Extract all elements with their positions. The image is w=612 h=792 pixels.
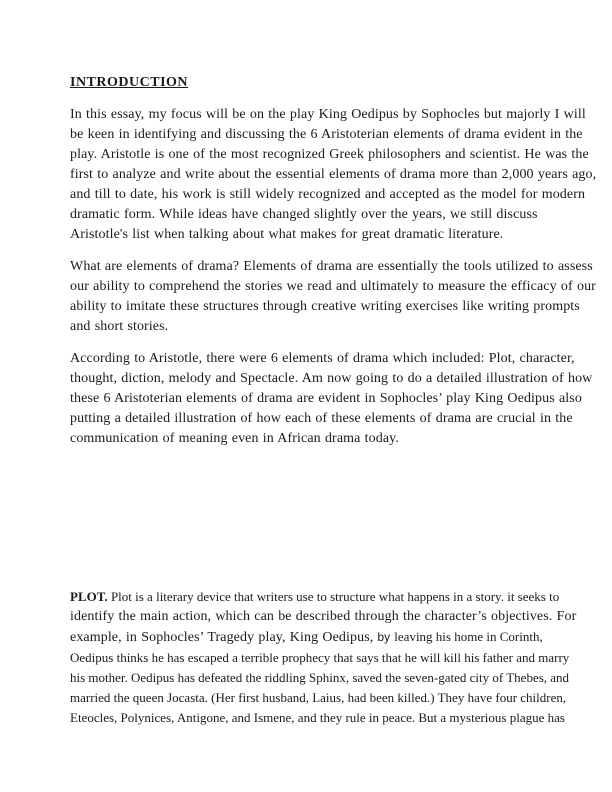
intro-paragraph-1 bbox=[70, 105, 597, 245]
text-line: first to analyze and write about the essential elements of drama more than 2,000 years ago, bbox=[70, 167, 597, 182]
text-line bbox=[70, 627, 542, 648]
text-line: our ability to comprehend the stories we read and ultimately to measure the efficacy of our bbox=[70, 279, 596, 294]
text-line: In this essay, my focus will be on the play King Oedipus by Sophocles but majorly I will bbox=[70, 107, 586, 122]
text-line: Eteocles, Polynices, Antigone, and Ismene, and they rule in peace. But a mysterious plague has bbox=[70, 710, 565, 725]
text-line: these 6 Aristoterian elements of drama are evident in Sophocles’ play King Oedipus also bbox=[70, 391, 582, 406]
text-line: According to Aristotle, there were 6 elements of drama which included: Plot, character, bbox=[70, 351, 575, 366]
text-line bbox=[70, 587, 560, 607]
intro-paragraph-2 bbox=[70, 257, 596, 337]
text-line: identify the main action, which can be described through the character’s objectives. For bbox=[70, 609, 577, 624]
text-line: be keen in identifying and discussing the 6 Aristoterian elements of drama evident in the bbox=[70, 127, 583, 142]
text-segment: example, in Sophocles’ Tragedy play, King Oedipus, bbox=[70, 630, 374, 645]
text-line: thought, diction, melody and Spectacle. Am now going to do a detailed illustration of how bbox=[70, 371, 593, 386]
intro-paragraph-3 bbox=[70, 349, 593, 449]
text-segment: Plot is a literary device that writers use to structure what happens in a story. it seeks to bbox=[107, 589, 560, 604]
text-line: dramatic form. While ideas have changed slightly over the years, we still discuss bbox=[70, 207, 538, 222]
text-line: communication of meaning even in African drama today. bbox=[70, 431, 399, 446]
text-segment: leaving his home in Corinth, bbox=[394, 629, 543, 644]
text-line: What are elements of drama? Elements of drama are essentially the tools utilized to assess bbox=[70, 259, 593, 274]
text-segment-sans: by bbox=[373, 630, 395, 644]
text-line: married the queen Jocasta. (Her first husband, Laius, had been killed.) They have four children, bbox=[70, 690, 567, 705]
text-line: play. Aristotle is one of the most recognized Greek philosophers and scientist. He was the bbox=[70, 147, 589, 162]
introduction-heading: INTRODUCTION bbox=[70, 75, 189, 90]
text-line: Aristotle's list when talking about what makes for great dramatic literature. bbox=[70, 227, 504, 242]
plot-term-bold: PLOT. bbox=[70, 589, 108, 604]
text-line: and short stories. bbox=[70, 319, 169, 334]
text-line: putting a detailed illustration of how each of these elements of drama are crucial in the bbox=[70, 411, 573, 426]
text-line: Oedipus thinks he has escaped a terrible prophecy that says that he will kill his father and marry bbox=[70, 650, 570, 665]
text-line: ability to imitate these structures through creative writing exercises like writing prompts bbox=[70, 299, 580, 314]
text-line: his mother. Oedipus has defeated the riddling Sphinx, saved the seven-gated city of Thebes, and bbox=[70, 670, 570, 685]
blank-space bbox=[70, 461, 542, 587]
text-line: and till to date, his work is still widely recognized and accepted as the model for modern bbox=[70, 187, 586, 202]
plot-paragraph bbox=[70, 587, 577, 728]
